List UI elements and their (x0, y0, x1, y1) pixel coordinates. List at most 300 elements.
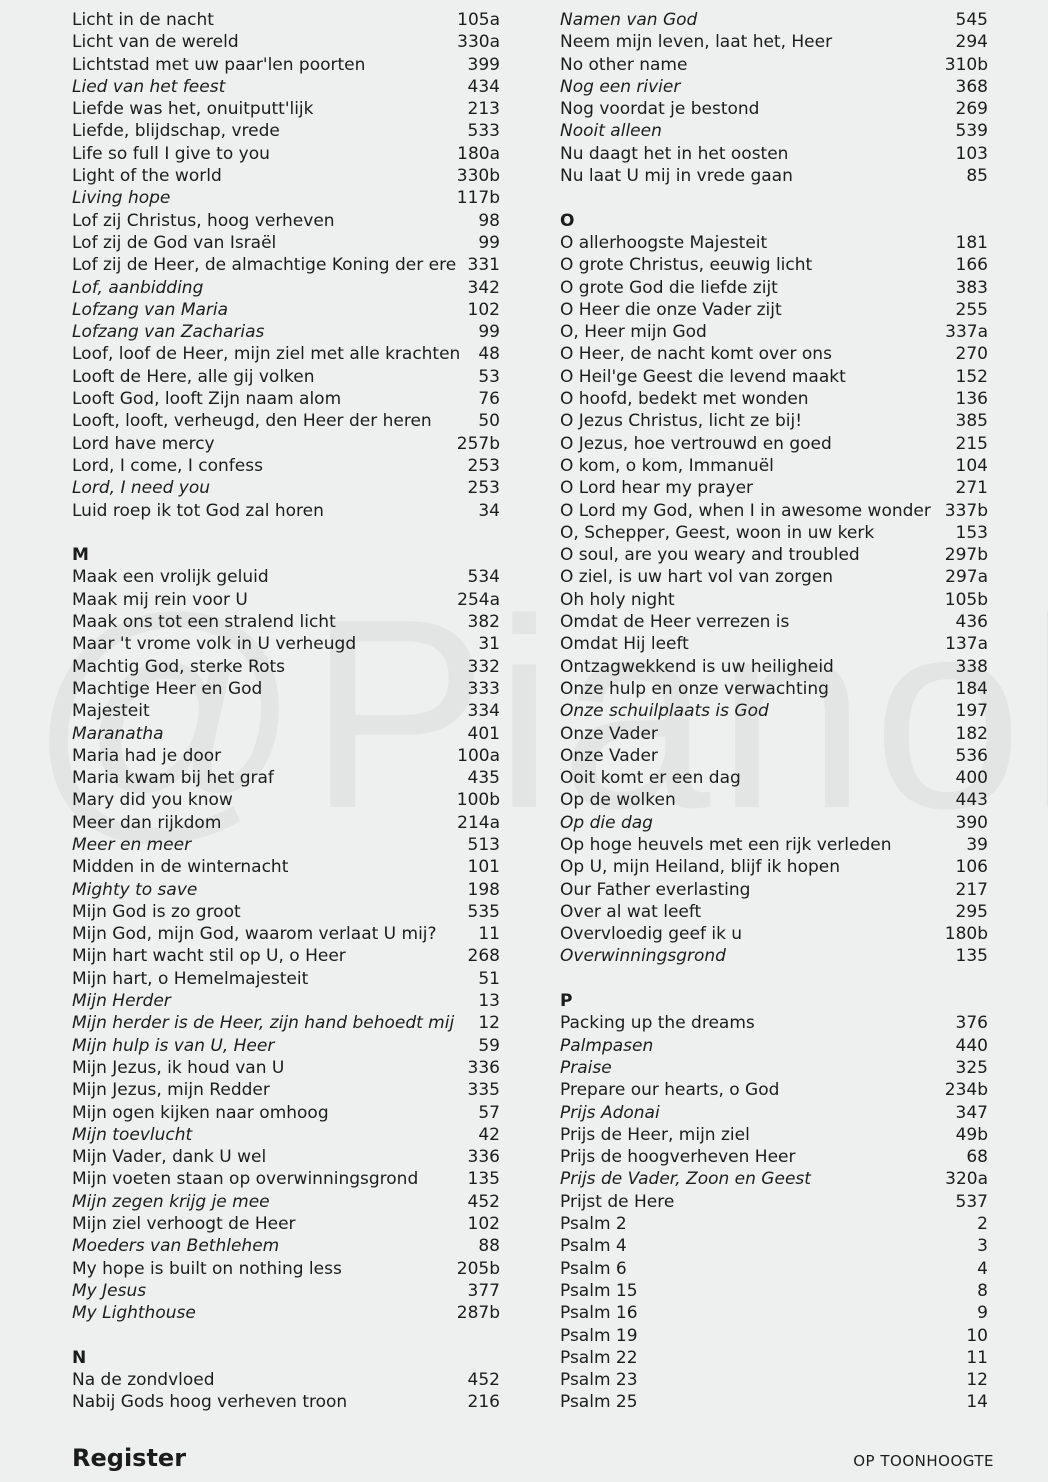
entry-title: Machtig God, sterke Rots (72, 656, 286, 677)
index-entry (72, 767, 500, 789)
index-entry (560, 410, 988, 432)
entry-number: 100b (456, 790, 500, 811)
entry-title: Nog een rivier (560, 76, 681, 97)
entry-number: 217 (955, 879, 988, 900)
letter-heading-label: O (560, 210, 575, 231)
entry-title: Light of the world (72, 166, 222, 187)
entry-number: 436 (955, 612, 988, 633)
entry-title: Lichtstad met uw paar'len poorten (72, 54, 366, 75)
index-entry (560, 1012, 988, 1034)
entry-number: 137a (945, 634, 988, 655)
index-entry (72, 633, 500, 655)
entry-number: 102 (467, 1214, 500, 1235)
entry-number: 334 (467, 701, 500, 722)
entry-title: Looft God, looft Zijn naam alom (72, 389, 342, 410)
entry-number: 253 (467, 455, 500, 476)
entry-number: 443 (955, 790, 988, 811)
index-entry (72, 1124, 500, 1146)
entry-title: Mijn hart wacht stil op U, o Heer (72, 946, 346, 967)
entry-number: 104 (955, 455, 988, 476)
entry-number: 325 (955, 1057, 988, 1078)
index-entry (72, 54, 500, 76)
entry-number: 76 (478, 389, 500, 410)
entry-title: O ziel, is uw hart vol van zorgen (560, 567, 834, 588)
entry-number: 337a (945, 322, 988, 343)
entry-number: 88 (478, 1236, 500, 1257)
entry-number: 59 (478, 1035, 500, 1056)
index-entry (560, 31, 988, 53)
index-entry (72, 879, 500, 901)
entry-title: Lord have mercy (72, 433, 215, 454)
entry-title: My hope is built on nothing less (72, 1258, 342, 1279)
entry-number: 383 (955, 277, 988, 298)
entry-number: 294 (955, 32, 988, 53)
entry-number: 105a (457, 10, 500, 30)
entry-number: 31 (478, 634, 500, 655)
entry-title: Our Father everlasting (560, 879, 751, 900)
entry-number: 57 (478, 1102, 500, 1123)
index-entry (560, 611, 988, 633)
index-entry (72, 1391, 500, 1413)
entry-title: Licht in de nacht (72, 10, 214, 30)
entry-number: 545 (955, 10, 988, 30)
letter-heading (560, 210, 988, 232)
index-entry (560, 1168, 988, 1190)
entry-title: Lof zij de Heer, de almachtige Koning der ere (72, 255, 457, 276)
index-entry (560, 143, 988, 165)
entry-title: Onze hulp en onze verwachting (560, 678, 829, 699)
entry-number: 216 (467, 1392, 500, 1413)
entry-number: 181 (955, 232, 988, 253)
entry-title: Prijs Adonai (560, 1102, 660, 1123)
index-entry (72, 834, 500, 856)
letter-heading-label: P (560, 991, 573, 1012)
entry-number: 2 (977, 1214, 988, 1235)
index-entry (560, 723, 988, 745)
entry-title: O Heer, de nacht komt over ons (560, 344, 832, 365)
entry-number: 234b (944, 1080, 988, 1101)
entry-number: 117b (456, 188, 500, 209)
index-entry (560, 700, 988, 722)
index-entry (560, 455, 988, 477)
index-entry (560, 1347, 988, 1369)
entry-number: 53 (478, 366, 500, 387)
entry-title: Liefde was het, onuitputt'lijk (72, 99, 314, 120)
entry-number: 332 (467, 656, 500, 677)
index-entry (560, 589, 988, 611)
index-entry (560, 1191, 988, 1213)
entry-number: 50 (478, 411, 500, 432)
entry-number: 337b (944, 500, 988, 521)
index-entry (560, 433, 988, 455)
entry-number: 336 (467, 1147, 500, 1168)
index-entry (72, 1035, 500, 1057)
entry-title: Living hope (72, 188, 171, 209)
entry-number: 270 (955, 344, 988, 365)
index-entry (72, 1213, 500, 1235)
index-entry (560, 901, 988, 923)
index-entry (560, 1079, 988, 1101)
index-entry (560, 1302, 988, 1324)
entry-number: 257b (456, 433, 500, 454)
entry-number: 14 (966, 1392, 988, 1413)
entry-title: Nabij Gods hoog verheven troon (72, 1392, 348, 1413)
index-entry (72, 678, 500, 700)
entry-title: Maak mij rein voor U (72, 589, 248, 610)
entry-number: 184 (955, 678, 988, 699)
entry-title: Mijn zegen krijg je mee (72, 1191, 270, 1212)
index-entry (72, 1280, 500, 1302)
index-entry (560, 678, 988, 700)
index-entry (72, 187, 500, 209)
entry-title: Psalm 16 (560, 1303, 638, 1324)
entry-number: 330a (457, 32, 500, 53)
entry-title: Mijn Herder (72, 991, 171, 1012)
entry-title: Prijs de Vader, Zoon en Geest (560, 1169, 811, 1190)
entry-number: 182 (955, 723, 988, 744)
entry-title: Oh holy night (560, 589, 675, 610)
entry-number: 390 (955, 812, 988, 833)
entry-title: My Lighthouse (72, 1303, 196, 1324)
entry-title: Machtige Heer en God (72, 678, 263, 699)
entry-number: 103 (955, 143, 988, 164)
index-entry (560, 1391, 988, 1413)
entry-title: Op U, mijn Heiland, blijf ik hopen (560, 857, 841, 878)
entry-title: O grote God die liefde zijt (560, 277, 778, 298)
entry-number: 452 (467, 1191, 500, 1212)
entry-number: 102 (467, 299, 500, 320)
index-entry (72, 789, 500, 811)
entry-title: Psalm 4 (560, 1236, 627, 1257)
entry-title: Namen van God (560, 10, 698, 30)
entry-number: 333 (467, 678, 500, 699)
index-entry (560, 522, 988, 544)
index-entry (560, 923, 988, 945)
entry-number: 105b (944, 589, 988, 610)
page-footer (72, 1444, 994, 1478)
index-entry (560, 343, 988, 365)
entry-title: Mijn voeten staan op overwinningsgrond (72, 1169, 419, 1190)
entry-title: Prijst de Here (560, 1191, 675, 1212)
entry-title: Op die dag (560, 812, 653, 833)
index-entry (560, 9, 988, 31)
index-entry (72, 277, 500, 299)
index-entry (560, 277, 988, 299)
entry-title: Licht van de wereld (72, 32, 239, 53)
index-entry (560, 633, 988, 655)
entry-number: 539 (955, 121, 988, 142)
entry-title: Mijn ziel verhoogt de Heer (72, 1214, 296, 1235)
entry-title: Lof zij Christus, hoog verheven (72, 210, 335, 231)
entry-title: Maria had je door (72, 745, 222, 766)
entry-title: Liefde, blijdschap, vrede (72, 121, 280, 142)
entry-title: Overvloedig geef ik u (560, 924, 743, 945)
entry-title: Ooit komt er een dag (560, 768, 741, 789)
entry-title: Mijn Jezus, ik houd van U (72, 1057, 285, 1078)
entry-title: Maar 't vrome volk in U verheugd (72, 634, 357, 655)
index-entry (72, 812, 500, 834)
entry-title: O Jezus, hoe vertrouwd en goed (560, 433, 832, 454)
entry-number: 255 (955, 299, 988, 320)
entry-number: 336 (467, 1057, 500, 1078)
entry-title: Onze Vader (560, 745, 658, 766)
entry-number: 198 (467, 879, 500, 900)
index-entry (72, 1057, 500, 1079)
entry-title: Op de wolken (560, 790, 676, 811)
entry-title: Onze Vader (560, 723, 658, 744)
entry-title: Nu laat U mij in vrede gaan (560, 166, 793, 187)
index-entry (72, 1369, 500, 1391)
entry-number: 320a (945, 1169, 988, 1190)
index-entry (72, 923, 500, 945)
letter-heading-label: N (72, 1347, 87, 1368)
index-entry (72, 31, 500, 53)
entry-number: 513 (467, 834, 500, 855)
entry-number: 98 (478, 210, 500, 231)
index-entry (72, 433, 500, 455)
index-entry (560, 165, 988, 187)
index-entry (72, 500, 500, 522)
index-entry (72, 299, 500, 321)
entry-title: Packing up the dreams (560, 1013, 755, 1034)
entry-number: 11 (966, 1347, 988, 1368)
entry-title: O kom, o kom, Immanuël (560, 455, 774, 476)
entry-title: Maria kwam bij het graf (72, 768, 274, 789)
entry-title: Nog voordat je bestond (560, 99, 760, 120)
entry-number: 335 (467, 1080, 500, 1101)
index-entry (72, 366, 500, 388)
entry-title: O, Schepper, Geest, woon in uw kerk (560, 522, 875, 543)
entry-title: Luid roep ik tot God zal horen (72, 500, 324, 521)
entry-number: 180b (944, 924, 988, 945)
index-entry (72, 656, 500, 678)
entry-title: O Lord my God, when I in awesome wonder (560, 500, 931, 521)
index-entry (560, 232, 988, 254)
entry-title: Psalm 15 (560, 1280, 638, 1301)
entry-number: 214a (457, 812, 500, 833)
index-entry (72, 968, 500, 990)
letter-heading (72, 1347, 500, 1369)
index-entry (72, 143, 500, 165)
entry-title: Prijs de Heer, mijn ziel (560, 1124, 750, 1145)
entry-title: Psalm 23 (560, 1370, 638, 1391)
entry-number: 106 (955, 857, 988, 878)
index-entry (72, 76, 500, 98)
entry-number: 135 (955, 946, 988, 967)
letter-heading (72, 544, 500, 566)
index-entry (72, 254, 500, 276)
index-entry (560, 1124, 988, 1146)
index-entry (560, 388, 988, 410)
index-entry (560, 767, 988, 789)
entry-title: Praise (560, 1057, 612, 1078)
entry-number: 101 (467, 857, 500, 878)
entry-number: 4 (977, 1258, 988, 1279)
entry-number: 205b (456, 1258, 500, 1279)
footer-title: Register (72, 1444, 187, 1472)
index-entry (560, 856, 988, 878)
index-entry (560, 98, 988, 120)
entry-title: Meer en meer (72, 834, 192, 855)
entry-title: Maranatha (72, 723, 164, 744)
blank-row (72, 522, 500, 544)
entry-title: Lied van het feest (72, 76, 226, 97)
entry-title: Lofzang van Zacharias (72, 322, 265, 343)
entry-number: 536 (955, 745, 988, 766)
entry-number: 68 (966, 1147, 988, 1168)
entry-title: Mijn Vader, dank U wel (72, 1147, 267, 1168)
index-entry (72, 745, 500, 767)
entry-title: O hoofd, bedekt met wonden (560, 389, 809, 410)
entry-title: Onze schuilplaats is God (560, 701, 769, 722)
entry-number: 180a (457, 143, 500, 164)
entry-number: 452 (467, 1370, 500, 1391)
entry-title: Mijn God, mijn God, waarom verlaat U mij? (72, 924, 437, 945)
entry-number: 39 (966, 834, 988, 855)
entry-number: 51 (478, 968, 500, 989)
entry-number: 295 (955, 901, 988, 922)
entry-number: 12 (966, 1370, 988, 1391)
entry-title: Overwinningsgrond (560, 946, 726, 967)
entry-number: 331 (467, 255, 500, 276)
entry-title: Over al wat leeft (560, 901, 702, 922)
entry-number: 153 (955, 522, 988, 543)
index-entry (72, 1302, 500, 1324)
index-entry (560, 566, 988, 588)
entry-number: 215 (955, 433, 988, 454)
entry-number: 253 (467, 478, 500, 499)
entry-title: Psalm 6 (560, 1258, 627, 1279)
entry-title: Mijn God is zo groot (72, 901, 241, 922)
index-entry (72, 856, 500, 878)
entry-number: 197 (955, 701, 988, 722)
index-entry (72, 388, 500, 410)
index-entry (72, 477, 500, 499)
entry-number: 213 (467, 99, 500, 120)
index-entry (560, 945, 988, 967)
index-entry (72, 9, 500, 31)
index-entry (72, 165, 500, 187)
entry-title: O Heer die onze Vader zijt (560, 299, 782, 320)
entry-number: 297a (945, 567, 988, 588)
entry-title: Lord, I come, I confess (72, 455, 263, 476)
index-entry (560, 366, 988, 388)
entry-number: 434 (467, 76, 500, 97)
index-entry (560, 254, 988, 276)
index-entry (560, 477, 988, 499)
entry-title: Na de zondvloed (72, 1370, 215, 1391)
index-entry (72, 410, 500, 432)
entry-number: 271 (955, 478, 988, 499)
index-entry (560, 1213, 988, 1235)
entry-title: Meer dan rijkdom (72, 812, 222, 833)
entry-number: 254a (457, 589, 500, 610)
index-entry (72, 1235, 500, 1257)
index-entry (560, 745, 988, 767)
index-entry (72, 589, 500, 611)
entry-title: Mijn Jezus, mijn Redder (72, 1080, 270, 1101)
entry-number: 49b (955, 1124, 988, 1145)
index-entry (560, 1325, 988, 1347)
entry-number: 85 (966, 166, 988, 187)
index-entry (560, 879, 988, 901)
entry-title: Mijn herder is de Heer, zijn hand behoedt mij (72, 1013, 455, 1034)
entry-number: 13 (478, 991, 500, 1012)
entry-title: Mijn hart, o Hemelmajesteit (72, 968, 309, 989)
entry-number: 440 (955, 1035, 988, 1056)
index-entry (560, 1035, 988, 1057)
entry-title: Mijn hulp is van U, Heer (72, 1035, 275, 1056)
entry-title: Nooit alleen (560, 121, 662, 142)
entry-title: Majesteit (72, 701, 150, 722)
index-entry (72, 1191, 500, 1213)
entry-number: 8 (977, 1280, 988, 1301)
index-entry (72, 343, 500, 365)
entry-title: O grote Christus, eeuwig licht (560, 255, 813, 276)
entry-number: 330b (456, 166, 500, 187)
index-entry (72, 1146, 500, 1168)
index-entry (72, 945, 500, 967)
entry-title: Omdat de Heer verrezen is (560, 612, 790, 633)
entry-title: Looft de Here, alle gij volken (72, 366, 315, 387)
entry-title: Mighty to save (72, 879, 198, 900)
index-entry (560, 789, 988, 811)
entry-title: Moeders van Bethlehem (72, 1236, 280, 1257)
entry-number: 100a (457, 745, 500, 766)
entry-title: Omdat Hij leeft (560, 634, 689, 655)
entry-number: 376 (955, 1013, 988, 1034)
entry-number: 268 (467, 946, 500, 967)
entry-title: Maak ons tot een stralend licht (72, 612, 336, 633)
index-entry (72, 901, 500, 923)
entry-title: Mary did you know (72, 790, 233, 811)
index-entry (560, 812, 988, 834)
index-entry (560, 656, 988, 678)
index-entry (72, 1079, 500, 1101)
index-entry (560, 500, 988, 522)
entry-number: 368 (955, 76, 988, 97)
entry-title: O Lord hear my prayer (560, 478, 754, 499)
entry-number: 152 (955, 366, 988, 387)
entry-number: 377 (467, 1280, 500, 1301)
entry-title: Maak een vrolijk geluid (72, 567, 269, 588)
entry-number: 99 (478, 232, 500, 253)
entry-title: Ontzagwekkend is uw heiligheid (560, 656, 834, 677)
index-entry (560, 321, 988, 343)
entry-title: O Jezus Christus, licht ze bij! (560, 411, 803, 432)
entry-title: O soul, are you weary and troubled (560, 545, 860, 566)
index-entry (560, 1235, 988, 1257)
entry-title: O allerhoogste Majesteit (560, 232, 768, 253)
entry-number: 537 (955, 1191, 988, 1212)
entry-number: 135 (467, 1169, 500, 1190)
entry-title: Psalm 19 (560, 1325, 638, 1346)
entry-number: 9 (977, 1303, 988, 1324)
entry-title: Loof, loof de Heer, mijn ziel met alle krachten (72, 344, 461, 365)
entry-title: My Jesus (72, 1280, 147, 1301)
index-column-right (560, 9, 988, 1414)
index-column-left (72, 9, 500, 1414)
entry-number: 533 (467, 121, 500, 142)
footer-section-label: OP TOONHOOGTE (853, 1452, 994, 1470)
entry-title: No other name (560, 54, 688, 75)
entry-title: Lofzang van Maria (72, 299, 229, 320)
entry-number: 400 (955, 768, 988, 789)
index-entry (560, 544, 988, 566)
entry-number: 269 (955, 99, 988, 120)
index-entry (72, 1168, 500, 1190)
entry-number: 166 (955, 255, 988, 276)
